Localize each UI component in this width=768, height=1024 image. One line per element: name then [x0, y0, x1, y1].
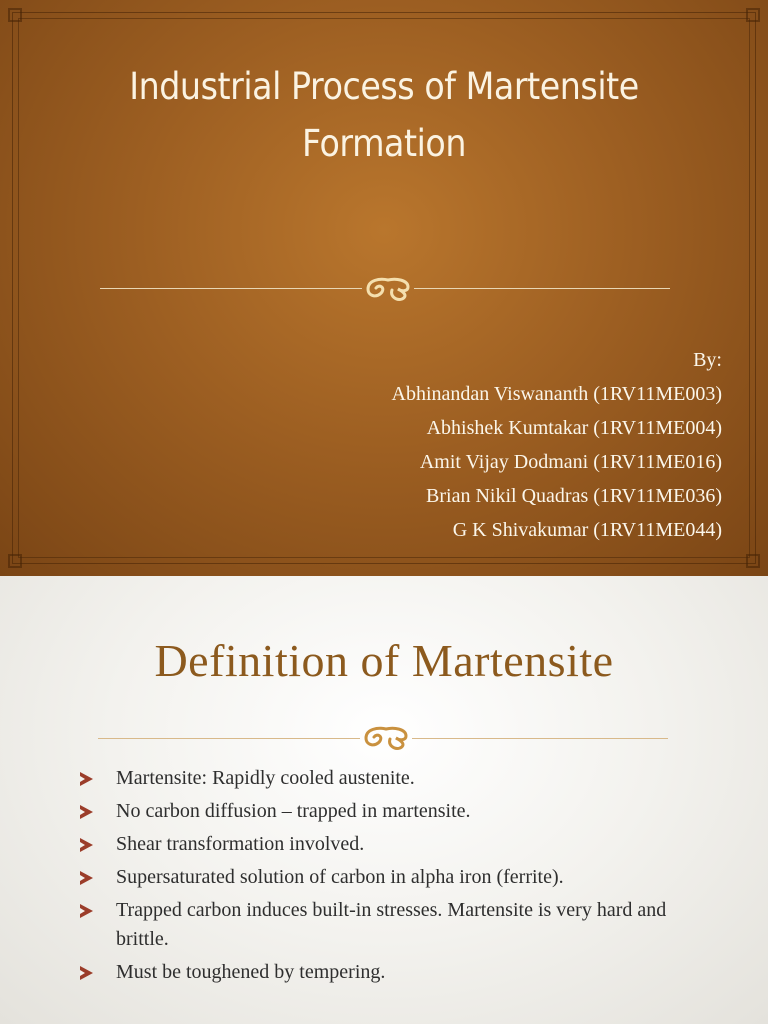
frame-corner	[746, 554, 760, 568]
arrow-bullet-icon	[80, 772, 93, 786]
arrow-bullet-icon	[80, 805, 93, 819]
list-item	[80, 764, 720, 793]
bullet-list	[80, 764, 720, 987]
author-name: G K Shivakumar (1RV11ME044)	[452, 519, 722, 541]
slide-title: Industrial Process of Martensite Formation	[129, 65, 639, 165]
list-item	[80, 797, 720, 826]
list-item	[80, 958, 720, 987]
divider-line-right	[412, 738, 668, 739]
arrow-bullet-icon	[80, 966, 93, 980]
bullet-text: Martensite: Rapidly cooled austenite.	[116, 767, 415, 789]
frame-corner	[746, 8, 760, 22]
by-label: By:	[693, 349, 722, 371]
divider-line-left	[98, 738, 360, 739]
author-list	[392, 343, 723, 547]
divider-line-left	[100, 288, 362, 289]
list-item	[80, 830, 720, 859]
bullet-text: Trapped carbon induces built-in stresses. Martensite is very hard and brittle.	[116, 899, 667, 950]
arrow-bullet-icon	[80, 838, 93, 852]
bullet-text: Shear transformation involved.	[116, 833, 365, 855]
author-name: Brian Nikil Quadras (1RV11ME036)	[426, 485, 722, 507]
author-name: Amit Vijay Dodmani (1RV11ME016)	[419, 451, 722, 473]
author-name: Abhinandan Viswananth (1RV11ME003)	[391, 383, 722, 405]
arrow-bullet-icon	[80, 904, 93, 918]
frame-corner	[8, 8, 22, 22]
slide-title: Definition of Martensite	[154, 635, 614, 686]
bullet-text: Must be toughened by tempering.	[116, 961, 386, 983]
definition-slide	[0, 576, 768, 1024]
bullet-text: No carbon diffusion – trapped in martensite.	[116, 800, 471, 822]
list-item	[80, 896, 720, 954]
divider-line-right	[414, 288, 670, 289]
frame-corner	[8, 554, 22, 568]
ornament-icon	[360, 725, 412, 751]
ornament-icon	[362, 276, 414, 302]
list-item	[80, 863, 720, 892]
bullet-text: Supersaturated solution of carbon in alpha iron (ferrite).	[116, 866, 564, 888]
arrow-bullet-icon	[80, 871, 93, 885]
author-name: Abhishek Kumtakar (1RV11ME004)	[426, 417, 722, 439]
